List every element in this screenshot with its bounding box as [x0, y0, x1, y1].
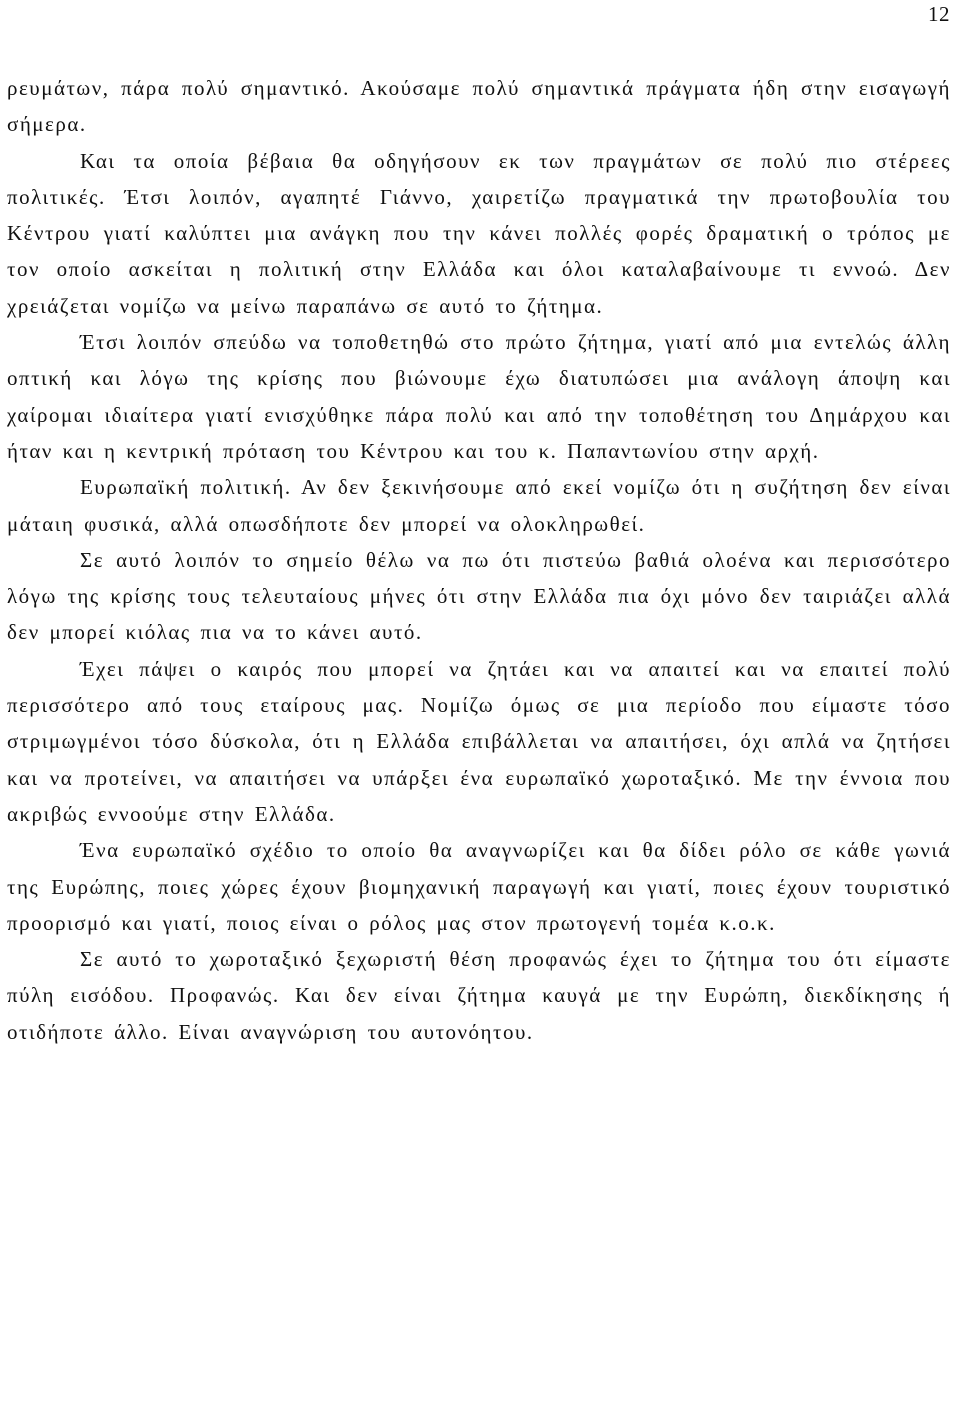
- paragraph-3: Έτσι λοιπόν σπεύδω να τοποθετηθώ στο πρώτο ζήτημα, γιατί από μια εντελώς άλλη οπτική και λόγω της κρίσης που βιώνουμε έχω διατυπώσει μια ανάλογη άποψη και χαίρομαι ιδιαίτερα γιατί ενισχύθηκε πάρα πολύ και από την τοποθέτηση του Δημάρχου και ήταν και η κεντρική πρόταση του Κέντρου και του κ. Παπαντωνίου στην αρχή.: [7, 330, 951, 463]
- paragraph-1: ρευμάτων, πάρα πολύ σημαντικό. Ακούσαμε πολύ σημαντικά πράγματα ήδη στην εισαγωγή σήμερα.: [7, 76, 951, 137]
- paragraph-7: Ένα ευρωπαϊκό σχέδιο το οποίο θα αναγνωρίζει και θα δίδει ρόλο σε κάθε γωνιά της Ευρώπης, ποιες χώρες έχουν βιομηχανική παραγωγή και γιατί, ποιες έχουν τουριστικό προορισμό και γιατί, ποιος είναι ο ρόλος μας στον πρωτογενή τομέα κ.ο.κ.: [7, 838, 951, 935]
- paragraph-4: Ευρωπαϊκή πολιτική. Αν δεν ξεκινήσουμε από εκεί νομίζω ότι η συζήτηση δεν είναι μάταιη φυσικά, αλλά οπωσδήποτε δεν μπορεί να ολοκληρωθεί.: [7, 475, 951, 536]
- paragraph-6: Έχει πάψει ο καιρός που μπορεί να ζητάει και να απαιτεί και να επαιτεί πολύ περισσότερο από τους εταίρους μας. Νομίζω όμως σε μια περίοδο που είμαστε τόσο στριμωγμένοι τόσο δύσκολα, ότι η Ελλάδα επιβάλλεται να απαιτήσει, όχι απλά να ζητήσει και να προτείνει, να απαιτήσει να υπάρξει ένα ευρωπαϊκό χωροταξικό. Με την έννοια που ακριβώς εννοούμε στην Ελλάδα.: [7, 656, 951, 826]
- page-number: 12: [928, 2, 950, 26]
- paragraph-5: Σε αυτό λοιπόν το σημείο θέλω να πω ότι πιστεύω βαθιά ολοένα και περισσότερο λόγω της κρίσης τους τελευταίους μήνες ότι στην Ελλάδα πια όχι μόνο δεν ταιριάζει αλλά δεν μπορεί κιόλας πια να το κάνει αυτό.: [7, 547, 951, 645]
- paragraph-2: Και τα οποία βέβαια θα οδηγήσουν εκ των πραγμάτων σε πολύ πιο στέρεες πολιτικές. Έτσι λοιπόν, αγαπητέ Γιάννο, χαιρετίζω πραγματικά την πρωτοβουλία του Κέντρου γιατί καλύπτει μια ανάγκη που την κάνει πολλές φορές δραματική ο τρόπος με τον οποίο ασκείται η πολιτική στην Ελλάδα και όλοι καταλαβαίνουμε τι εννοώ. Δεν χρειάζεται νομίζω να μείνω παραπάνω σε αυτό το ζήτημα.: [7, 148, 951, 318]
- paragraph-8: Σε αυτό το χωροταξικό ξεχωριστή θέση προφανώς έχει το ζήτημα του ότι είμαστε πύλη εισόδου. Προφανώς. Και δεν είναι ζήτημα καυγά με την Ευρώπη, διεκδίκησης ή οτιδήποτε άλλο. Είναι αναγνώριση του αυτονόητου.: [7, 947, 951, 1044]
- document-body: [7, 70, 951, 1050]
